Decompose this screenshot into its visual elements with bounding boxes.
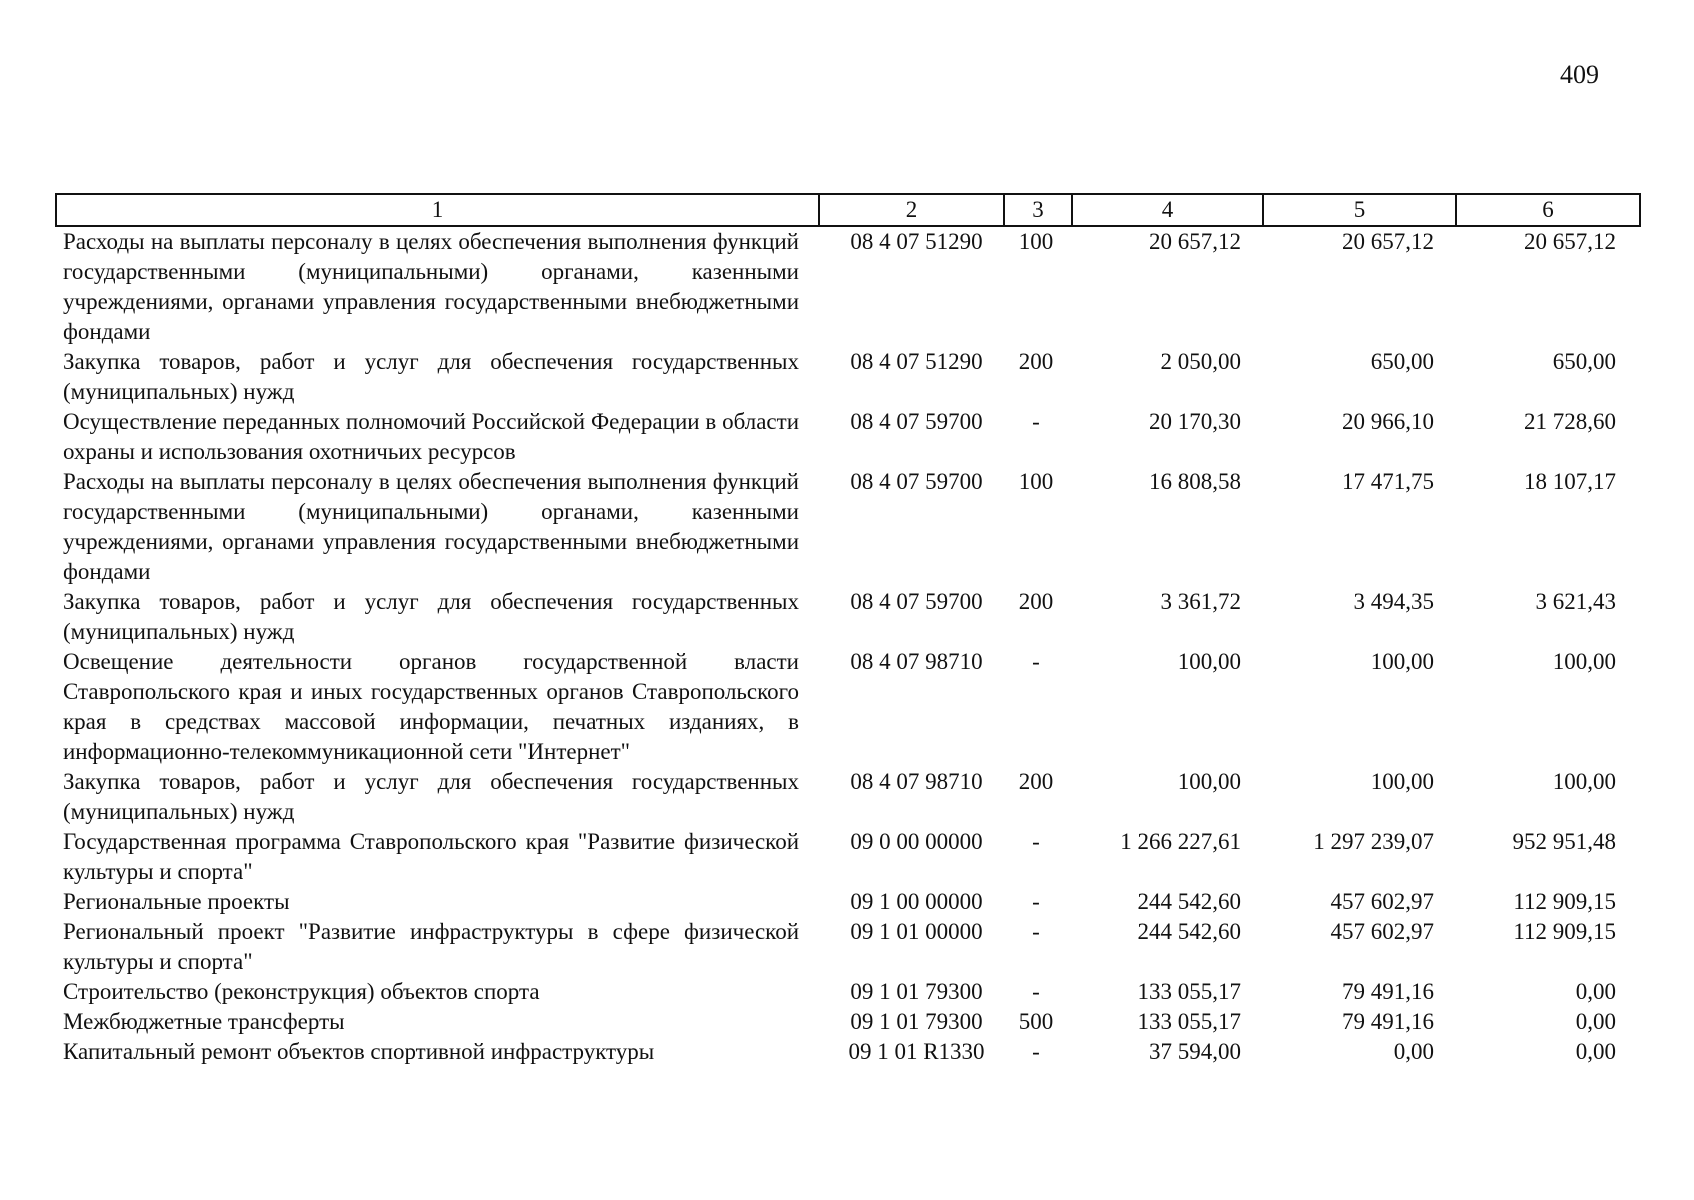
- row-value-col4: 244 542,60: [1137, 919, 1241, 944]
- row-value-col4: 100,00: [1177, 649, 1241, 674]
- row-kind: 200: [1018, 769, 1054, 794]
- row-name: Строительство (реконструкция) объектов спорта: [63, 979, 540, 1004]
- row-code: 09 1 01 00000: [850, 919, 983, 944]
- row-name: Расходы на выплаты персоналу в целях обеспечения выполнения функций государственными (муниципальными) органами, казенными учреждениями, органами управления государственными внебюджетными фондами: [63, 469, 799, 584]
- row-value-col4: 100,00: [1177, 769, 1241, 794]
- row-value-col5: 650,00: [1370, 349, 1434, 374]
- row-value-col6: 0,00: [1575, 1009, 1616, 1034]
- row-code: 09 1 00 00000: [850, 889, 983, 914]
- row-code: 08 4 07 98710: [850, 769, 983, 794]
- row-value-col4: 20 170,30: [1149, 409, 1241, 434]
- row-kind: -: [1032, 979, 1040, 1004]
- table-row: [56, 1037, 1640, 1067]
- row-value-col5: 3 494,35: [1353, 589, 1434, 614]
- header-col-2: 2: [819, 194, 1004, 226]
- row-value-col5: 1 297 239,07: [1313, 829, 1434, 854]
- row-value-col5: 20 966,10: [1342, 409, 1434, 434]
- header-col-3: 3: [1004, 194, 1072, 226]
- row-name: Осуществление переданных полномочий Российской Федерации в области охраны и использования охотничьих ресурсов: [63, 409, 799, 464]
- row-value-col6: 650,00: [1552, 349, 1616, 374]
- row-code: 08 4 07 59700: [850, 409, 983, 434]
- row-name: Закупка товаров, работ и услуг для обеспечения государственных (муниципальных) нужд: [63, 349, 799, 404]
- row-value-col6: 20 657,12: [1524, 229, 1616, 254]
- row-value-col6: 0,00: [1575, 1039, 1616, 1064]
- row-kind: -: [1032, 919, 1040, 944]
- row-name: Капитальный ремонт объектов спортивной инфраструктуры: [63, 1039, 655, 1064]
- row-value-col4: 3 361,72: [1160, 589, 1241, 614]
- row-value-col5: 20 657,12: [1342, 229, 1434, 254]
- budget-table: [55, 193, 1641, 1067]
- row-value-col6: 112 909,15: [1513, 889, 1616, 914]
- row-kind: 100: [1018, 469, 1054, 494]
- row-value-col5: 100,00: [1370, 769, 1434, 794]
- row-value-col4: 1 266 227,61: [1120, 829, 1241, 854]
- row-value-col5: 17 471,75: [1342, 469, 1434, 494]
- row-code: 08 4 07 51290: [850, 229, 983, 254]
- row-kind: -: [1032, 409, 1040, 434]
- row-code: 09 1 01 79300: [850, 979, 983, 1004]
- table-row: [56, 887, 1640, 917]
- table-row: [56, 917, 1640, 977]
- row-code: 09 0 00 00000: [850, 829, 983, 854]
- row-code: 08 4 07 59700: [850, 589, 983, 614]
- row-kind: -: [1032, 649, 1040, 674]
- row-kind: -: [1032, 1039, 1040, 1064]
- row-value-col4: 2 050,00: [1160, 349, 1241, 374]
- row-name: Освещение деятельности органов государственной власти Ставропольского края и иных государственных органов Ставропольского края в средствах массовой информации, печатных изданиях, в информационно-телекоммуникационной сети "Интернет": [63, 649, 799, 764]
- row-value-col6: 100,00: [1552, 649, 1616, 674]
- table-row: [56, 647, 1640, 767]
- row-code: 08 4 07 51290: [850, 349, 983, 374]
- row-code: 09 1 01 79300: [850, 1009, 983, 1034]
- row-code: 08 4 07 59700: [850, 469, 983, 494]
- table-body: [56, 226, 1640, 1067]
- row-value-col4: 16 808,58: [1149, 469, 1241, 494]
- row-value-col4: 133 055,17: [1137, 979, 1241, 1004]
- row-value-col4: 37 594,00: [1149, 1039, 1241, 1064]
- row-code: 09 1 01 R1330: [848, 1039, 985, 1064]
- page-number: 409: [1560, 60, 1599, 89]
- table-row: [56, 827, 1640, 887]
- table-row: [56, 226, 1640, 347]
- row-value-col6: 100,00: [1552, 769, 1616, 794]
- row-value-col6: 952 951,48: [1512, 829, 1616, 854]
- row-value-col5: 100,00: [1370, 649, 1434, 674]
- row-value-col4: 133 055,17: [1137, 1009, 1241, 1034]
- row-value-col5: 457 602,97: [1330, 889, 1434, 914]
- header-col-1: 1: [56, 194, 819, 226]
- row-kind: -: [1032, 829, 1040, 854]
- row-value-col5: 0,00: [1393, 1039, 1434, 1064]
- row-kind: 100: [1018, 229, 1054, 254]
- row-kind: 200: [1018, 589, 1054, 614]
- row-value-col6: 112 909,15: [1513, 919, 1616, 944]
- row-name: Закупка товаров, работ и услуг для обеспечения государственных (муниципальных) нужд: [63, 769, 799, 824]
- header-col-6: 6: [1456, 194, 1640, 226]
- row-value-col4: 244 542,60: [1137, 889, 1241, 914]
- row-name: Закупка товаров, работ и услуг для обеспечения государственных (муниципальных) нужд: [63, 589, 799, 644]
- row-name: Региональные проекты: [63, 889, 290, 914]
- table-row: [56, 347, 1640, 407]
- header-row: [56, 194, 1640, 226]
- row-kind: 500: [1018, 1009, 1054, 1034]
- row-value-col6: 0,00: [1575, 979, 1616, 1004]
- row-value-col6: 3 621,43: [1535, 589, 1616, 614]
- row-value-col6: 21 728,60: [1524, 409, 1616, 434]
- table-row: [56, 587, 1640, 647]
- row-value-col6: 18 107,17: [1524, 469, 1616, 494]
- table-row: [56, 977, 1640, 1007]
- row-value-col5: 79 491,16: [1342, 979, 1434, 1004]
- header-col-4: 4: [1072, 194, 1263, 226]
- table-row: [56, 467, 1640, 587]
- row-name: Межбюджетные трансферты: [63, 1009, 345, 1034]
- table-row: [56, 767, 1640, 827]
- row-name: Расходы на выплаты персоналу в целях обеспечения выполнения функций государственными (муниципальными) органами, казенными учреждениями, органами управления государственными внебюджетными фондами: [63, 229, 799, 344]
- table-row: [56, 1007, 1640, 1037]
- row-name: Региональный проект "Развитие инфраструктуры в сфере физической культуры и спорта": [63, 919, 799, 974]
- row-kind: 200: [1018, 349, 1054, 374]
- table-header: [56, 194, 1640, 226]
- row-code: 08 4 07 98710: [850, 649, 983, 674]
- row-value-col5: 79 491,16: [1342, 1009, 1434, 1034]
- row-value-col5: 457 602,97: [1330, 919, 1434, 944]
- row-kind: -: [1032, 889, 1040, 914]
- header-col-5: 5: [1263, 194, 1456, 226]
- row-value-col4: 20 657,12: [1149, 229, 1241, 254]
- row-name: Государственная программа Ставропольского края "Развитие физической культуры и спорта": [63, 829, 799, 884]
- table-row: [56, 407, 1640, 467]
